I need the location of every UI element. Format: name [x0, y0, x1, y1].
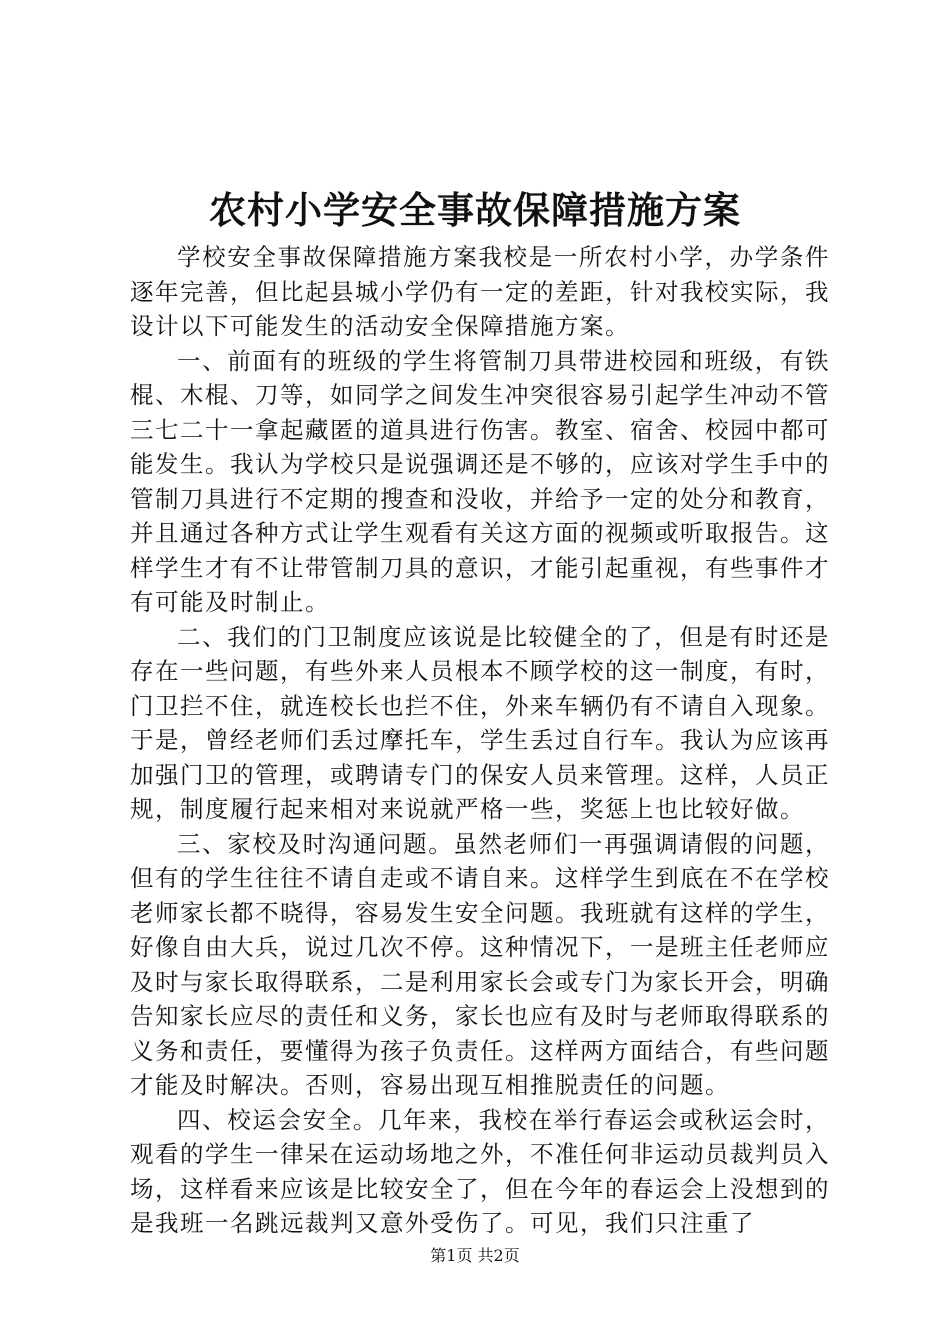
document-body	[130, 240, 830, 1241]
paragraph-section-4: 四、校运会安全。几年来，我校在举行春运会或秋运会时，观看的学生一律呆在运动场地之外，不准任何非运动员裁判员入场，这样看来应该是比较安全了，但在今年的春运会上没想到的是我班一名跳远裁判又意外受伤了。可见，我们只注重了	[130, 1105, 830, 1237]
page-number-footer: 第1页 共2页	[430, 1246, 520, 1265]
document-title: 农村小学安全事故保障措施方案	[209, 188, 741, 232]
paragraph-section-1: 一、前面有的班级的学生将管制刀具带进校园和班级，有铁棍、木棍、刀等，如同学之间发生冲突很容易引起学生冲动不管三七二十一拿起藏匿的道具进行伤害。教室、宿舍、校园中都可能发生。我认为学校只是说强调还是不够的，应该对学生手中的管制刀具进行不定期的搜查和没收，并给予一定的处分和教育，并且通过各种方式让学生观看有关这方面的视频或听取报告。这样学生才有不让带管制刀具的意识，才能引起重视，有些事件才有可能及时制止。	[130, 346, 830, 616]
paragraph-section-2: 二、我们的门卫制度应该说是比较健全的了，但是有时还是存在一些问题，有些外来人员根本不顾学校的这一制度，有时，门卫拦不住，就连校长也拦不住，外来车辆仍有不请自入现象。于是，曾经老师们丢过摩托车，学生丢过自行车。我认为应该再加强门卫的管理，或聘请专门的保安人员来管理。这样，人员正规，制度履行起来相对来说就严格一些，奖惩上也比较好做。	[130, 622, 830, 823]
paragraph-section-3: 三、家校及时沟通问题。虽然老师们一再强调请假的问题，但有的学生往往不请自走或不请自来。这样学生到底在不在学校老师家长都不晓得，容易发生安全问题。我班就有这样的学生，好像自由大兵，说过几次不停。这种情况下，一是班主任老师应及时与家长取得联系，二是利用家长会或专门为家长开会，明确告知家长应尽的责任和义务，家长也应有及时与老师取得联系的义务和责任，要懂得为孩子负责任。这样两方面结合，有些问题才能及时解决。否则，容易出现互相推脱责任的问题。	[130, 829, 830, 1099]
paragraph-intro: 学校安全事故保障措施方案我校是一所农村小学，办学条件逐年完善，但比起县城小学仍有一定的差距，针对我校实际，我设计以下可能发生的活动安全保障措施方案。	[130, 243, 830, 340]
